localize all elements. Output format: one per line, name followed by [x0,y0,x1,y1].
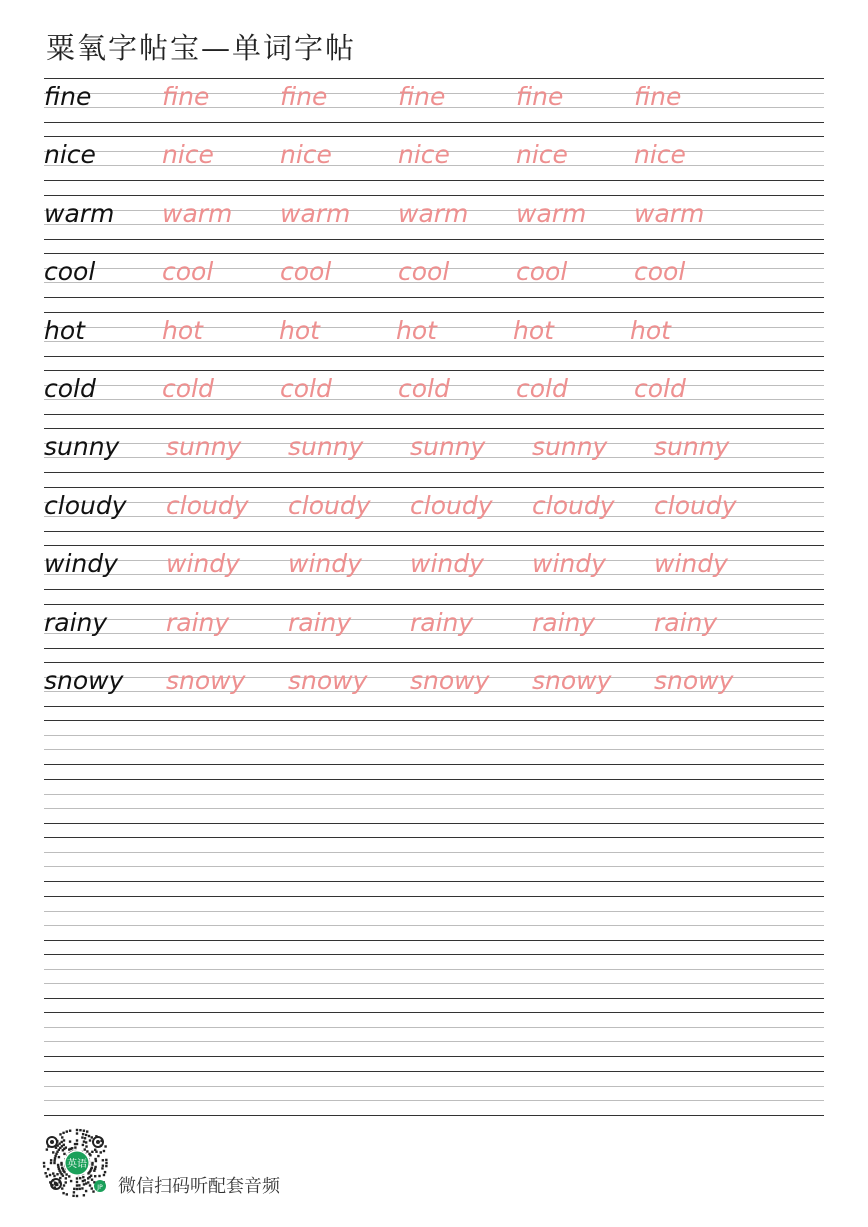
trace-word: rainy [410,607,474,637]
ruled-line-inner [44,1100,824,1101]
trace-word: fine [516,82,564,111]
trace-word: windy [410,549,484,579]
trace-word: windy [166,549,240,579]
trace-word: cloudy [288,490,371,520]
ruled-line-inner [44,911,824,912]
ruled-line-outer [44,896,824,897]
trace-word: sunny [654,432,730,462]
trace-word: snowy [288,666,368,695]
model-word: nice [44,140,96,170]
ruled-line-inner [44,794,824,795]
model-word: cool [44,257,96,287]
ruled-line-inner [44,852,824,853]
trace-word: snowy [532,666,612,695]
ruled-line-outer [44,1056,824,1057]
trace-word: hot [279,315,320,345]
model-word: fine [44,82,92,111]
ruled-line-inner [44,866,824,867]
trace-word: nice [280,140,332,170]
qr-badge-label: 英语 [67,1159,87,1170]
ruled-line-inner [44,1027,824,1028]
footer-caption: 微信扫码听配套音频 [118,1176,280,1197]
ruled-line-outer [44,881,824,882]
ruled-line-inner [44,925,824,926]
footer [42,1128,362,1200]
ruled-line-outer [44,1071,824,1072]
trace-word: cool [162,257,214,287]
trace-word: nice [516,140,568,170]
model-word: hot [44,315,85,345]
ruled-line-inner [44,749,824,750]
model-word: rainy [44,607,108,637]
model-word: sunny [44,432,120,462]
trace-word: cloudy [532,490,615,520]
trace-word: cloudy [166,490,249,520]
trace-word: sunny [166,432,242,462]
trace-word: rainy [654,607,718,637]
trace-word: cold [516,374,568,403]
trace-word: cloudy [654,490,737,520]
trace-word: sunny [410,432,486,462]
trace-word: hot [513,315,554,345]
trace-word: cool [516,257,568,287]
ruled-line-inner [44,1086,824,1087]
ruled-line-outer [44,720,824,721]
trace-word: snowy [166,666,246,695]
trace-word: warm [398,198,469,228]
trace-word: nice [398,140,450,170]
trace-word: windy [654,549,728,579]
word-row [44,136,824,194]
ruled-line-outer [44,940,824,941]
ruled-line-inner [44,969,824,970]
ruled-line-outer [44,1115,824,1116]
trace-word: snowy [654,666,734,695]
trace-word: rainy [166,607,230,637]
word-row [44,78,824,136]
ruled-line-outer [44,1012,824,1013]
trace-word: nice [634,140,686,170]
trace-word: cool [398,257,450,287]
trace-word: sunny [288,432,364,462]
ruled-line-outer [44,837,824,838]
model-word: cloudy [44,490,127,520]
word-row [44,662,824,720]
word-row [44,604,824,662]
trace-word: nice [162,140,214,170]
trace-word: windy [532,549,606,579]
model-word: warm [44,198,115,228]
trace-word: snowy [410,666,490,695]
word-row [44,253,824,311]
trace-word: cold [398,374,450,403]
trace-word: windy [288,549,362,579]
trace-word: cold [162,374,214,403]
trace-word: warm [162,198,233,228]
ruled-line-outer [44,954,824,955]
trace-word: hot [396,315,437,345]
trace-word: cool [280,257,332,287]
trace-word: fine [162,82,210,111]
ruled-line-outer [44,998,824,999]
trace-word: cool [634,257,686,287]
word-row [44,370,824,428]
trace-word: hot [630,315,671,345]
qr-code-icon[interactable] [42,1128,112,1198]
ruled-line-inner [44,808,824,809]
page-title: 粟氧字帖宝—单词字帖 [46,31,357,65]
trace-word: warm [280,198,351,228]
model-word: snowy [44,666,124,695]
trace-word: rainy [288,607,352,637]
ruled-line-inner [44,735,824,736]
qr-corner-label: JP [97,1184,103,1191]
trace-word: rainy [532,607,596,637]
ruled-line-inner [44,1041,824,1042]
trace-word: cloudy [410,490,493,520]
ruled-line-outer [44,779,824,780]
ruled-line-inner [44,983,824,984]
model-word: windy [44,549,118,579]
trace-word: warm [516,198,587,228]
word-row [44,545,824,603]
word-row [44,312,824,370]
trace-word: fine [280,82,328,111]
trace-word: sunny [532,432,608,462]
ruled-line-outer [44,764,824,765]
trace-word: cold [280,374,332,403]
writing-sheet [44,78,824,1118]
trace-word: fine [634,82,682,111]
word-row [44,428,824,486]
word-row [44,195,824,253]
trace-word: warm [634,198,705,228]
trace-word: hot [162,315,203,345]
model-word: cold [44,374,96,403]
trace-word: cold [634,374,686,403]
trace-word: fine [398,82,446,111]
word-row [44,487,824,545]
ruled-line-outer [44,823,824,824]
